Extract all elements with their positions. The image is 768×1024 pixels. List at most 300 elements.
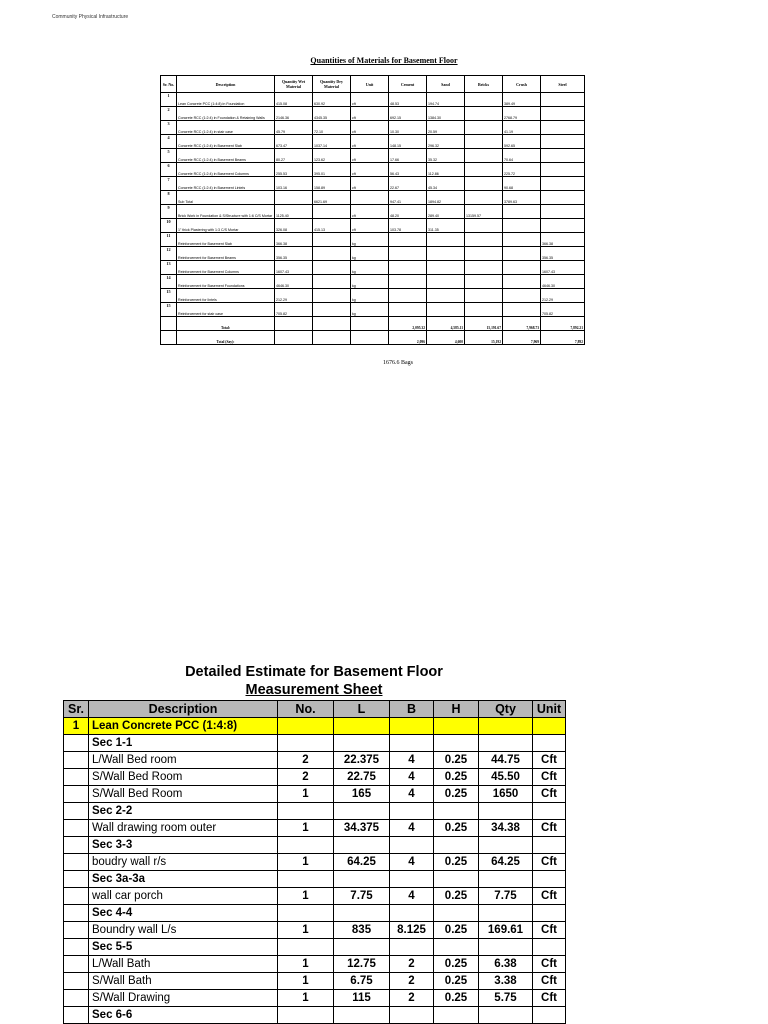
qty: 3.38 [479,973,533,990]
dry-qty [313,233,351,247]
description: Brick Work in Foundation & S/Structure with 1:6 C/S Mortar [177,205,275,219]
unit [533,905,566,922]
cement [389,261,427,275]
wet-qty: 1607.43 [275,261,313,275]
crush: 389.49 [503,93,541,107]
no [278,905,334,922]
breadth: 4 [390,820,434,837]
sand [427,275,465,289]
no [278,1007,334,1024]
description: Concrete RCC (1:2:4) in stair case [177,121,275,135]
sr-no: 3 [161,121,177,135]
sr-no: 5 [161,149,177,163]
breadth [390,718,434,735]
cement: 148.15 [389,135,427,149]
sand: 194.74 [427,93,465,107]
no [278,803,334,820]
description: Concrete RCC (1:2:4) in Basement Lintels [177,177,275,191]
length [334,939,390,956]
item-row [64,718,566,735]
total-say-steel: 7,892 [541,331,585,345]
cement: 947.41 [389,191,427,205]
table-row [64,752,566,769]
bricks: 13159.57 [465,205,503,219]
header-b: B [390,701,434,718]
breadth: 4 [390,854,434,871]
height: 0.25 [434,973,479,990]
sand: 20.59 [427,121,465,135]
unit: cft [351,205,389,219]
crush: 3789.63 [503,191,541,205]
height [434,837,479,854]
steel [541,93,585,107]
cement: 17.66 [389,149,427,163]
quantities-title: Quantities of Materials for Basement Floor [310,56,458,65]
document-header-note: Community Physical Infrastructure [52,14,129,20]
qty: 34.38 [479,820,533,837]
qty [479,905,533,922]
wet-qty: 255.53 [275,163,313,177]
description: Reinforcement for Basement Slab [177,233,275,247]
total-say-cement: 2,096 [389,331,427,345]
dry-qty: 158.89 [313,177,351,191]
height [434,939,479,956]
total-bricks: 15,191.67 [465,317,503,331]
height: 0.25 [434,922,479,939]
crush [503,233,541,247]
sr [64,803,89,820]
description: Boundry wall L/s [89,922,278,939]
dry-qty [313,261,351,275]
unit: Cft [533,854,566,871]
sr [64,888,89,905]
length: 165 [334,786,390,803]
section-row [64,1007,566,1024]
bricks [465,233,503,247]
header-description: Description [177,76,275,93]
sr [64,769,89,786]
height [434,735,479,752]
qty: 44.75 [479,752,533,769]
table-row [161,275,585,289]
description: L/Wall Bed room [89,752,278,769]
wet-qty: 415.08 [275,93,313,107]
crush [503,247,541,261]
steel: 212.29 [541,289,585,303]
unit [533,735,566,752]
sr [64,786,89,803]
unit: kg [351,261,389,275]
qty [479,1007,533,1024]
estimate-title-line2: Measurement Sheet [245,682,383,698]
table-row [161,135,585,149]
description: Reinforcement for stair case [177,303,275,317]
total-say-sand: 4,600 [427,331,465,345]
header-crush: Crush [503,76,541,93]
wet-qty: 366.38 [275,233,313,247]
header-cement: Cement [389,76,427,93]
unit [351,191,389,205]
bricks [465,261,503,275]
quantities-table [160,75,585,345]
sr [64,922,89,939]
crush: 225.72 [503,163,541,177]
sand: 289.40 [427,205,465,219]
sand [427,303,465,317]
table-row [161,247,585,261]
total-label: Total: [177,317,275,331]
length: 22.375 [334,752,390,769]
sr [64,905,89,922]
header-steel: Steel [541,76,585,93]
total-sand: 4,585.11 [427,317,465,331]
height [434,718,479,735]
total-say-crush: 7,969 [503,331,541,345]
dry-qty: 4345.35 [313,107,351,121]
sr [64,752,89,769]
steel: 356.35 [541,247,585,261]
steel [541,219,585,233]
total-steel: 7,892.21 [541,317,585,331]
sr-no: 11 [161,233,177,247]
description: Sec 6-6 [89,1007,278,1024]
cement [389,233,427,247]
table-row [64,922,566,939]
unit: Cft [533,973,566,990]
header-description: Description [89,701,278,718]
dry-qty: 123.62 [313,149,351,163]
sr-no: 14 [161,275,177,289]
no [278,939,334,956]
sr [64,854,89,871]
cement: 22.67 [389,177,427,191]
dry-qty [313,205,351,219]
sr-no: 15 [161,303,177,317]
breadth: 2 [390,973,434,990]
breadth: 2 [390,990,434,1007]
crush: 70.64 [503,149,541,163]
description: wall car porch [89,888,278,905]
table-row [161,289,585,303]
table-row [64,990,566,1007]
bricks [465,177,503,191]
bricks [465,149,503,163]
cement-bags-note: 1676.6 Bags [383,360,413,366]
description: Reinforcement for Basement Beams [177,247,275,261]
breadth [390,905,434,922]
breadth [390,871,434,888]
sr [64,956,89,973]
dry-qty: 72.10 [313,121,351,135]
sand: 112.86 [427,163,465,177]
description: Wall drawing room outer [89,820,278,837]
dry-qty [313,275,351,289]
height: 0.25 [434,990,479,1007]
bricks [465,191,503,205]
wet-qty: 705.82 [275,303,313,317]
length [334,718,390,735]
unit [533,803,566,820]
height [434,1007,479,1024]
description: Concrete RCC (1:2:4) in Basement Slab [177,135,275,149]
wet-qty: 326.08 [275,219,313,233]
table-row [161,93,585,107]
cement: 10.30 [389,121,427,135]
qty [479,871,533,888]
unit: Cft [533,990,566,1007]
table-row [161,233,585,247]
header-sand: Sand [427,76,465,93]
crush [503,205,541,219]
total-say-bricks: 15,192 [465,331,503,345]
length: 6.75 [334,973,390,990]
sr-no: 7 [161,177,177,191]
bricks [465,121,503,135]
unit: cft [351,107,389,121]
sr [64,1007,89,1024]
no: 1 [278,922,334,939]
height: 0.25 [434,854,479,871]
wet-qty [275,191,313,205]
steel [541,107,585,121]
unit: kg [351,289,389,303]
sr-no: 15 [161,289,177,303]
crush: 41.19 [503,121,541,135]
table-row [161,121,585,135]
length [334,735,390,752]
header-unit: Unit [351,76,389,93]
bricks [465,163,503,177]
steel [541,177,585,191]
description: L/Wall Bath [89,956,278,973]
description: S/Wall Bed Room [89,786,278,803]
sr [64,871,89,888]
no [278,871,334,888]
unit: cft [351,177,389,191]
qty: 169.61 [479,922,533,939]
section-row [64,735,566,752]
unit: kg [351,247,389,261]
table-row [161,149,585,163]
bricks [465,135,503,149]
header-bricks: Bricks [465,76,503,93]
no: 1 [278,854,334,871]
unit [533,837,566,854]
cement: 56.43 [389,163,427,177]
qty: 5.75 [479,990,533,1007]
qty [479,718,533,735]
estimate-title-line1: Detailed Estimate for Basement Floor [185,664,443,680]
unit: Cft [533,769,566,786]
sand [427,261,465,275]
table-row [64,769,566,786]
breadth [390,837,434,854]
total-crush: 7,968.73 [503,317,541,331]
wet-qty: 80.27 [275,149,313,163]
table-row [64,820,566,837]
sr [64,820,89,837]
unit: cft [351,163,389,177]
table-row [161,177,585,191]
description: Reinforcement for Basement Foundations [177,275,275,289]
bricks [465,303,503,317]
sr-no: 6 [161,163,177,177]
no: 1 [278,956,334,973]
unit: kg [351,233,389,247]
section-row [64,871,566,888]
length: 34.375 [334,820,390,837]
qty [479,939,533,956]
bricks [465,93,503,107]
no [278,735,334,752]
crush [503,303,541,317]
unit: Cft [533,820,566,837]
height: 0.25 [434,956,479,973]
description: Sec 2-2 [89,803,278,820]
table-row [64,854,566,871]
crush [503,261,541,275]
length [334,837,390,854]
no: 2 [278,752,334,769]
length [334,803,390,820]
cement [389,275,427,289]
breadth: 4 [390,769,434,786]
no: 2 [278,769,334,786]
sr-no: 4 [161,135,177,149]
sr-no: 8 [161,191,177,205]
steel: 4646.30 [541,275,585,289]
sand: 45.34 [427,177,465,191]
no [278,837,334,854]
bricks [465,275,503,289]
table-row [161,107,585,121]
description: S/Wall Bed Room [89,769,278,786]
breadth: 4 [390,888,434,905]
qty: 64.25 [479,854,533,871]
sr-no: 9 [161,205,177,219]
sr [64,939,89,956]
sr-no: 2 [161,107,177,121]
total-say-row [161,331,585,345]
length: 835 [334,922,390,939]
breadth: 2 [390,956,434,973]
unit: Cft [533,786,566,803]
height: 0.25 [434,888,479,905]
sand [427,247,465,261]
qty: 6.38 [479,956,533,973]
cement: 692.15 [389,107,427,121]
total-cement: 2,095.32 [389,317,427,331]
header-l: L [334,701,390,718]
description: Sec 5-5 [89,939,278,956]
unit: Cft [533,888,566,905]
steel: 705.82 [541,303,585,317]
estimate-title [0,663,628,699]
breadth: 4 [390,786,434,803]
description: Sec 1-1 [89,735,278,752]
steel: 366.38 [541,233,585,247]
sr [64,990,89,1007]
unit: Cft [533,956,566,973]
header-unit: Unit [533,701,566,718]
sand: 35.32 [427,149,465,163]
no: 1 [278,888,334,905]
cement: 48.20 [389,205,427,219]
crush [503,275,541,289]
bricks [465,107,503,121]
header-sr: Sr. [64,701,89,718]
description: Concrete RCC (1:2:4) in Basement Beams [177,149,275,163]
height [434,905,479,922]
sr: 1 [64,718,89,735]
sr-no: 1 [161,93,177,107]
measurement-sheet-table [63,700,566,1024]
unit: cft [351,149,389,163]
header-qty: Qty [479,701,533,718]
header-dry-material: Quantity Dry Material [313,76,351,93]
total-say-label: Total (Say): [177,331,275,345]
sr-no: 13 [161,261,177,275]
measurement-header-row [64,701,566,718]
steel: 1607.43 [541,261,585,275]
length [334,905,390,922]
height [434,803,479,820]
wet-qty: 2146.36 [275,107,313,121]
description: Reinforcement for Basement Columns [177,261,275,275]
description: Sec 4-4 [89,905,278,922]
description: Sub Total [177,191,275,205]
unit: kg [351,275,389,289]
qty: 1650 [479,786,533,803]
description: Concrete RCC (1:2:4) in Basement Columns [177,163,275,177]
breadth: 8.125 [390,922,434,939]
cement [389,247,427,261]
description: boudry wall r/s [89,854,278,871]
dry-qty: 1037.14 [313,135,351,149]
height: 0.25 [434,820,479,837]
breadth: 4 [390,752,434,769]
sand: 1384.30 [427,107,465,121]
steel [541,121,585,135]
description: S/Wall Bath [89,973,278,990]
table-row [161,205,585,219]
unit [533,1007,566,1024]
bricks [465,219,503,233]
sand: 311.35 [427,219,465,233]
table-row [161,163,585,177]
dry-qty: 6621.69 [313,191,351,205]
sr [64,973,89,990]
sand: 1894.82 [427,191,465,205]
no: 1 [278,990,334,1007]
table-row [161,219,585,233]
cement [389,303,427,317]
header-h: H [434,701,479,718]
qty [479,837,533,854]
sand [427,289,465,303]
height [434,871,479,888]
unit: cft [351,121,389,135]
wet-qty: 45.79 [275,121,313,135]
header-wet-material: Quantity Wet Material [275,76,313,93]
steel [541,191,585,205]
qty [479,803,533,820]
unit: Cft [533,922,566,939]
length [334,871,390,888]
sr [64,735,89,752]
no: 1 [278,973,334,990]
sr-no: 10 [161,219,177,233]
